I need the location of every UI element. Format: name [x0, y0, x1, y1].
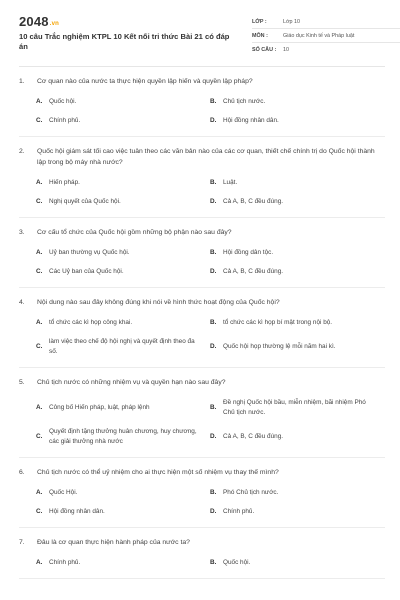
answer-options [19, 248, 385, 287]
option-letter: C. [36, 117, 43, 124]
question-list [19, 67, 385, 579]
answer-options [19, 488, 385, 527]
question-item [19, 137, 385, 218]
answer-option[interactable] [210, 178, 385, 188]
meta-row-subject [252, 29, 400, 43]
question-item [19, 67, 385, 137]
question-number: 3. [19, 229, 25, 236]
answer-options [19, 558, 385, 578]
answer-options [19, 97, 385, 136]
option-text: Quốc hội họp thường lệ mỗi năm hai kì. [223, 343, 336, 350]
option-letter: D. [210, 433, 217, 440]
option-letter: C. [36, 268, 43, 275]
question-text: Cơ cấu tổ chức của Quốc hội gồm những bộ phận nào sau đây? [37, 229, 232, 236]
answer-option[interactable] [36, 507, 210, 517]
meta-value: Giáo dục Kinh tế và Pháp luật [283, 32, 355, 39]
question-header [19, 377, 385, 388]
question-text: Đâu là cơ quan thực hiện hành pháp của nước ta? [37, 539, 190, 546]
option-text: Cả A, B, C đều đúng. [223, 198, 284, 205]
option-text: Hiến pháp. [49, 179, 80, 186]
question-number: 6. [19, 469, 25, 476]
answer-option[interactable] [36, 267, 210, 277]
option-letter: C. [36, 343, 43, 350]
option-text: Chính phủ. [49, 117, 81, 124]
option-letter: B. [210, 98, 217, 105]
option-letter: B. [210, 179, 217, 186]
page-title: 10 câu Trắc nghiệm KTPL 10 Kết nối tri thức Bài 21 có đáp án [19, 32, 230, 51]
option-text: Các Uỷ ban của Quốc hội. [49, 268, 124, 275]
answer-option[interactable] [36, 427, 210, 447]
answer-options [19, 398, 385, 457]
answer-option[interactable] [210, 337, 385, 357]
option-text: Nghị quyết của Quốc hội. [49, 198, 121, 205]
option-text: tổ chức các kì họp công khai. [49, 319, 133, 326]
answer-option[interactable] [210, 318, 385, 328]
option-text: Quốc Hội. [49, 489, 78, 496]
option-text: Phó Chủ tịch nước. [223, 489, 279, 496]
answer-option[interactable] [210, 427, 385, 447]
option-letter: C. [36, 198, 43, 205]
option-text: Quyết định tặng thưởng huân chương, huy chương, các giải thưởng nhà nước [49, 428, 197, 445]
meta-value: Lớp 10 [283, 18, 301, 25]
answer-option[interactable] [36, 337, 210, 357]
option-letter: D. [210, 117, 217, 124]
answer-option[interactable] [210, 488, 385, 498]
question-item [19, 288, 385, 368]
answer-option[interactable] [36, 116, 210, 126]
option-text: Cả A, B, C đều đúng. [223, 433, 284, 440]
option-letter: A. [36, 98, 43, 105]
option-letter: B. [210, 559, 217, 566]
option-text: Quốc hội. [223, 559, 251, 566]
meta-row-count [252, 43, 400, 56]
option-text: Uỷ ban thường vụ Quốc hội. [49, 249, 130, 256]
answer-option[interactable] [36, 248, 210, 258]
question-number: 7. [19, 539, 25, 546]
answer-option[interactable] [210, 267, 385, 277]
question-item [19, 218, 385, 288]
question-number: 2. [19, 148, 25, 155]
option-letter: D. [210, 198, 217, 205]
question-number: 5. [19, 379, 25, 386]
option-text: Chính phủ. [49, 559, 81, 566]
meta-value: 10 [283, 46, 289, 53]
answer-option[interactable] [36, 197, 210, 207]
question-text: Cơ quan nào của nước ta thực hiện quyền lập hiến và quyền lập pháp? [37, 78, 253, 85]
option-letter: B. [210, 249, 217, 256]
answer-options [19, 318, 385, 367]
answer-option[interactable] [36, 178, 210, 188]
question-header [19, 146, 385, 168]
question-text: Chủ tịch nước có thể uỷ nhiệm cho ai thực hiện một số nhiệm vụ thay thế mình? [37, 469, 279, 476]
answer-option[interactable] [36, 398, 210, 418]
answer-option[interactable] [210, 197, 385, 207]
question-header [19, 467, 385, 478]
meta-label: LỚP : [252, 18, 267, 25]
question-text: Nội dung nào sau đây không đúng khi nói về hình thức hoạt động của Quốc hội? [37, 299, 280, 306]
site-logo[interactable]: 2048.vn [19, 14, 60, 29]
option-letter: D. [210, 268, 217, 275]
answer-option[interactable] [36, 318, 210, 328]
option-text: Chủ tịch nước. [223, 98, 266, 105]
option-text: Cả A, B, C đều đúng. [223, 268, 284, 275]
option-text: tổ chức các kì họp bí mật trong nội bộ. [223, 319, 333, 326]
option-text: Hội đồng nhân dân. [223, 117, 279, 124]
answer-option[interactable] [36, 558, 210, 568]
answer-options [19, 178, 385, 217]
meta-row-class [252, 15, 400, 29]
quiz-meta [252, 15, 400, 56]
answer-option[interactable] [210, 116, 385, 126]
option-letter: D. [210, 508, 217, 515]
option-text: Hội đồng nhân dân. [49, 508, 105, 515]
option-letter: D. [210, 343, 217, 350]
answer-option[interactable] [210, 97, 385, 107]
option-text: Quốc hội. [49, 98, 77, 105]
option-letter: C. [36, 433, 43, 440]
option-letter: B. [210, 489, 217, 496]
answer-option[interactable] [210, 398, 385, 418]
question-number: 1. [19, 78, 25, 85]
option-letter: A. [36, 489, 43, 496]
question-item [19, 528, 385, 579]
option-letter: C. [36, 508, 43, 515]
option-text: làm việc theo chế độ hội nghị và quyết định theo đa số. [49, 338, 195, 355]
option-letter: A. [36, 179, 43, 186]
answer-option[interactable] [210, 507, 385, 517]
answer-option[interactable] [36, 488, 210, 498]
meta-label: MÔN : [252, 32, 268, 39]
question-header [19, 76, 385, 87]
option-letter: A. [36, 559, 43, 566]
answer-option[interactable] [210, 248, 385, 258]
answer-option[interactable] [210, 558, 385, 568]
option-text: Hội đồng dân tộc. [223, 249, 274, 256]
option-letter: A. [36, 404, 43, 411]
option-text: Luật. [223, 179, 238, 186]
question-header [19, 537, 385, 548]
question-header [19, 227, 385, 238]
option-letter: B. [210, 319, 217, 326]
option-text: Đề nghị Quốc hội bầu, miễn nhiệm, bãi nhiệm Phó Chủ tịch nước. [223, 399, 366, 416]
option-text: Công bố Hiến pháp, luật, pháp lệnh [49, 404, 150, 411]
answer-option[interactable] [36, 97, 210, 107]
question-text: Chủ tịch nước có những nhiệm vụ và quyền hạn nào sau đây? [37, 379, 226, 386]
option-text: Chính phủ. [223, 508, 255, 515]
question-item [19, 368, 385, 458]
option-letter: B. [210, 404, 217, 411]
page-header [19, 0, 385, 66]
option-letter: A. [36, 319, 43, 326]
question-header [19, 297, 385, 308]
question-item [19, 458, 385, 528]
meta-label: SỐ CÂU : [252, 46, 277, 53]
question-number: 4. [19, 299, 25, 306]
option-letter: A. [36, 249, 43, 256]
question-text: Quốc hội giám sát tối cao việc tuân theo các văn bản nào của các cơ quan, thiết chế chính trị do Quốc hội thành lập trong bộ máy nhà nước? [37, 148, 375, 166]
